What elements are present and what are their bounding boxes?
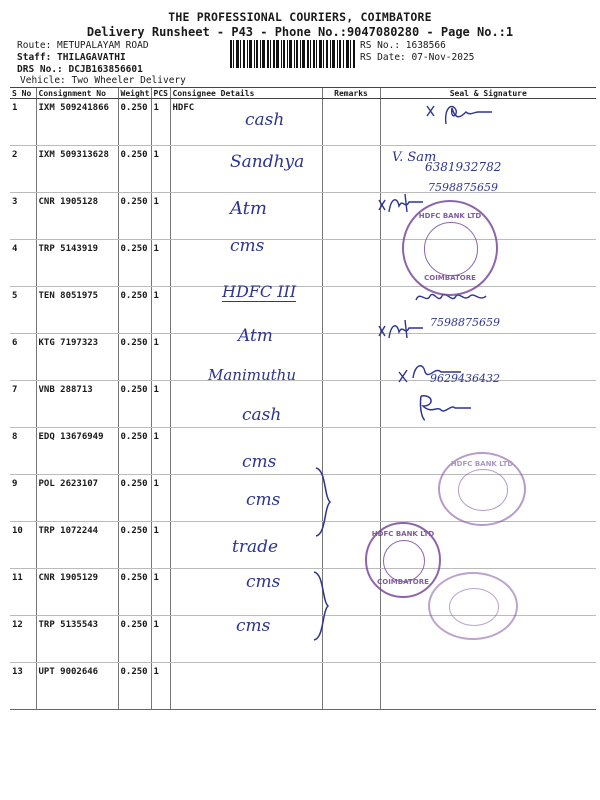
staff-label: Staff: THILAGAVATHI bbox=[17, 52, 126, 63]
col-signature: Seal & Signature bbox=[380, 88, 596, 99]
cell-remarks bbox=[322, 381, 380, 428]
cell-pcs: 1 bbox=[151, 522, 170, 569]
cell-pcs: 1 bbox=[151, 334, 170, 381]
cell-signature bbox=[380, 663, 596, 710]
phone-note: 7598875659 bbox=[428, 181, 498, 194]
seal-city-text: COIMBATORE bbox=[424, 274, 476, 282]
table-row bbox=[10, 663, 596, 710]
handwriting-note: cms bbox=[246, 490, 281, 510]
handwriting-note: cms bbox=[236, 616, 271, 636]
cell-consignee bbox=[170, 663, 322, 710]
cell-pcs: 1 bbox=[151, 193, 170, 240]
handwriting-note: Atm bbox=[238, 326, 273, 346]
company-title: THE PROFESSIONAL COURIERS, COIMBATORE bbox=[168, 10, 432, 24]
cell-weight: 0.250 bbox=[118, 616, 151, 663]
runsheet-subtitle: Delivery Runsheet - P43 - Phone No.:9047080280 - Page No.:1 bbox=[86, 25, 514, 39]
handwriting-note: Sandhya bbox=[230, 152, 305, 172]
signature-mark bbox=[375, 316, 435, 346]
cell-sno: 10 bbox=[10, 522, 36, 569]
signature-text: V. Sam bbox=[392, 150, 437, 165]
signature-mark bbox=[415, 392, 485, 424]
cell-remarks bbox=[322, 334, 380, 381]
barcode-image bbox=[230, 40, 356, 68]
table-row bbox=[10, 381, 596, 428]
cell-weight: 0.250 bbox=[118, 663, 151, 710]
cell-sno: 2 bbox=[10, 146, 36, 193]
cell-pcs: 1 bbox=[151, 146, 170, 193]
cell-remarks bbox=[322, 99, 380, 146]
cell-weight: 0.250 bbox=[118, 146, 151, 193]
seal-bank-text: HDFC BANK LTD bbox=[450, 460, 514, 468]
cell-consignment: TEN 8051975 bbox=[36, 287, 118, 334]
cell-weight: 0.250 bbox=[118, 475, 151, 522]
cell-consignment: EDQ 13676949 bbox=[36, 428, 118, 475]
table-row bbox=[10, 287, 596, 334]
col-consignee: Consignee Details bbox=[170, 88, 322, 99]
cell-pcs: 1 bbox=[151, 381, 170, 428]
seal-bank-text: HDFC BANK LTD bbox=[418, 212, 482, 220]
cell-pcs: 1 bbox=[151, 569, 170, 616]
cell-sno: 7 bbox=[10, 381, 36, 428]
cell-weight: 0.250 bbox=[118, 428, 151, 475]
seal-city-text: COIMBATORE bbox=[377, 578, 429, 586]
phone-note: 9629436432 bbox=[430, 372, 500, 385]
cell-remarks bbox=[322, 240, 380, 287]
cell-consignment: TRP 1072244 bbox=[36, 522, 118, 569]
cell-sno: 9 bbox=[10, 475, 36, 522]
cell-pcs: 1 bbox=[151, 240, 170, 287]
cell-remarks bbox=[322, 663, 380, 710]
cell-weight: 0.250 bbox=[118, 334, 151, 381]
cell-consignment: UPT 9002646 bbox=[36, 663, 118, 710]
cell-remarks bbox=[322, 287, 380, 334]
cell-consignment: IXM 509313628 bbox=[36, 146, 118, 193]
cell-weight: 0.250 bbox=[118, 522, 151, 569]
cell-pcs: 1 bbox=[151, 287, 170, 334]
rs-date: RS Date: 07-Nov-2025 bbox=[360, 52, 475, 63]
handwriting-note: Atm bbox=[230, 198, 267, 219]
cell-remarks bbox=[322, 193, 380, 240]
route-label: Route: METUPALAYAM ROAD bbox=[17, 40, 149, 51]
cell-consignment: TRP 5135543 bbox=[36, 616, 118, 663]
col-remarks: Remarks bbox=[322, 88, 380, 99]
cell-weight: 0.250 bbox=[118, 381, 151, 428]
cell-consignment: POL 2623107 bbox=[36, 475, 118, 522]
cell-pcs: 1 bbox=[151, 99, 170, 146]
cell-sno: 3 bbox=[10, 193, 36, 240]
cell-sno: 1 bbox=[10, 99, 36, 146]
cell-pcs: 1 bbox=[151, 663, 170, 710]
cell-sno: 12 bbox=[10, 616, 36, 663]
col-pcs: PCS bbox=[151, 88, 170, 99]
table-row bbox=[10, 334, 596, 381]
handwriting-note: cms bbox=[242, 452, 277, 472]
table-row bbox=[10, 193, 596, 240]
cell-sno: 8 bbox=[10, 428, 36, 475]
cell-consignment: IXM 509241866 bbox=[36, 99, 118, 146]
cell-sno: 6 bbox=[10, 334, 36, 381]
signature-mark bbox=[395, 358, 465, 388]
phone-note: 6381932782 bbox=[425, 160, 502, 174]
cell-sno: 13 bbox=[10, 663, 36, 710]
cell-sno: 5 bbox=[10, 287, 36, 334]
col-weight: Weight bbox=[118, 88, 151, 99]
handwriting-note: cash bbox=[242, 405, 282, 425]
cell-pcs: 1 bbox=[151, 475, 170, 522]
handwriting-note: HDFC III bbox=[222, 282, 297, 301]
col-sno: S No bbox=[10, 88, 36, 99]
table-row bbox=[10, 522, 596, 569]
cell-pcs: 1 bbox=[151, 428, 170, 475]
handwriting-note: trade bbox=[232, 537, 279, 557]
hdfc-bank-seal bbox=[438, 452, 526, 526]
signature-mark bbox=[422, 98, 512, 132]
cell-sno: 11 bbox=[10, 569, 36, 616]
cell-consignment: TRP 5143919 bbox=[36, 240, 118, 287]
col-consignment: Consignment No bbox=[36, 88, 118, 99]
phone-note: 7598875659 bbox=[430, 316, 500, 329]
handwriting-note: Manimuthu bbox=[208, 366, 296, 384]
cell-consignee: HDFC bbox=[170, 99, 322, 146]
table-header-row bbox=[10, 88, 596, 99]
cell-sno: 4 bbox=[10, 240, 36, 287]
cell-weight: 0.250 bbox=[118, 240, 151, 287]
hdfc-bank-seal bbox=[402, 200, 498, 296]
cell-consignment: VNB 288713 bbox=[36, 381, 118, 428]
seal-bank-text: HDFC BANK LTD bbox=[371, 530, 435, 538]
handwriting-note: cms bbox=[230, 236, 265, 256]
cell-weight: 0.250 bbox=[118, 99, 151, 146]
handwriting-note: cms bbox=[246, 572, 281, 592]
cell-weight: 0.250 bbox=[118, 193, 151, 240]
cell-consignment: KTG 7197323 bbox=[36, 334, 118, 381]
cell-pcs: 1 bbox=[151, 616, 170, 663]
cell-consignment: CNR 1905129 bbox=[36, 569, 118, 616]
rs-number: RS No.: 1638566 bbox=[360, 40, 446, 51]
brace-mark bbox=[312, 466, 336, 538]
drs-number: DRS No.: DCJB163856601 bbox=[17, 64, 143, 75]
cell-weight: 0.250 bbox=[118, 287, 151, 334]
table-row bbox=[10, 240, 596, 287]
cell-consignment: CNR 1905128 bbox=[36, 193, 118, 240]
cell-remarks bbox=[322, 146, 380, 193]
brace-mark bbox=[310, 570, 334, 642]
hdfc-bank-seal bbox=[365, 522, 441, 598]
handwriting-note: cash bbox=[245, 110, 285, 130]
hdfc-bank-seal bbox=[428, 572, 518, 640]
cell-weight: 0.250 bbox=[118, 569, 151, 616]
vehicle-label: Vehicle: Two Wheeler Delivery bbox=[20, 75, 186, 86]
